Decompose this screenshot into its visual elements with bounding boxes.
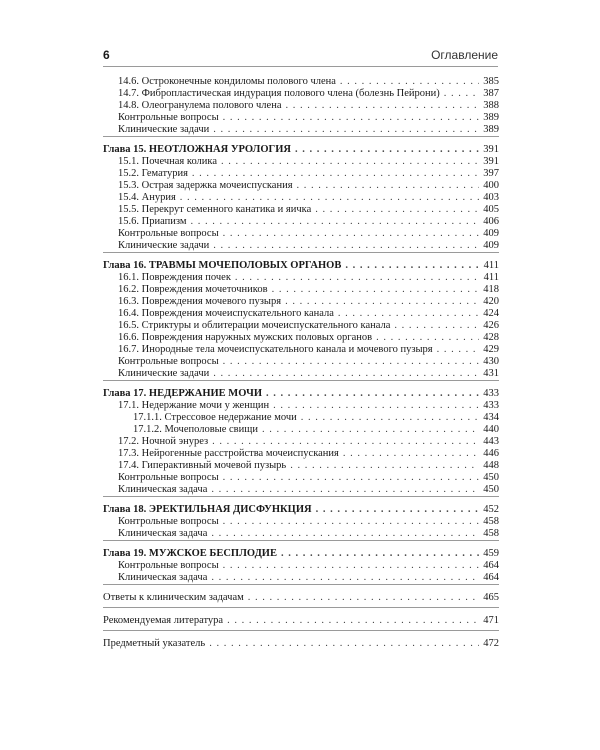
toc-page-number: 450 <box>483 484 499 495</box>
toc-page-number: 391 <box>483 144 499 155</box>
toc-entry <box>103 272 499 284</box>
toc-page-number: 450 <box>483 472 499 483</box>
toc-entry <box>103 638 499 650</box>
toc-entry <box>103 240 499 252</box>
toc-entry-title: Глава 17. НЕДЕРЖАНИЕ МОЧИ <box>103 388 262 399</box>
toc-entry-title: 15.5. Перекрут семенного канатика и яичка <box>118 204 312 215</box>
toc-page-number: 409 <box>483 240 499 251</box>
toc-entry <box>103 484 499 496</box>
toc-entry <box>103 615 499 627</box>
toc-page-number: 403 <box>483 192 499 203</box>
toc-entry <box>103 412 499 424</box>
toc-chapter-entry <box>103 388 499 400</box>
dot-leader <box>295 144 479 156</box>
toc-entry-title: Глава 19. МУЖСКОЕ БЕСПЛОДИЕ <box>103 548 277 559</box>
toc-page-number: 443 <box>483 436 499 447</box>
toc-page-number: 409 <box>483 228 499 239</box>
toc-entry <box>103 156 499 168</box>
toc-entry <box>103 436 499 448</box>
toc-entry-title: Контрольные вопросы <box>118 472 219 483</box>
toc-page-number: 440 <box>483 424 499 435</box>
dot-leader <box>290 460 479 472</box>
toc-section <box>103 504 499 541</box>
toc-entry-title: Клиническая задача <box>118 528 208 539</box>
toc-entry-title: 17.1. Недержание мочи у женщин <box>118 400 270 411</box>
table-of-contents <box>103 76 499 660</box>
toc-entry <box>103 592 499 604</box>
toc-section <box>103 144 499 253</box>
toc-page-number: 464 <box>483 560 499 571</box>
dot-leader <box>345 260 479 272</box>
dot-leader <box>223 516 480 528</box>
dot-leader <box>301 412 480 424</box>
dot-leader <box>190 216 479 228</box>
toc-page-number: 448 <box>483 460 499 471</box>
toc-entry <box>103 368 499 380</box>
dot-leader <box>285 296 479 308</box>
toc-entry-title: 15.2. Гематурия <box>118 168 188 179</box>
toc-entry <box>103 472 499 484</box>
dot-leader <box>437 344 480 356</box>
dot-leader <box>262 424 479 436</box>
toc-entry-title: 15.6. Приапизм <box>118 216 187 227</box>
toc-entry-title: 16.3. Повреждения мочевого пузыря <box>118 296 282 307</box>
toc-entry <box>103 112 499 124</box>
toc-page-number: 411 <box>483 272 499 283</box>
toc-page-number: 458 <box>483 528 499 539</box>
dot-leader <box>315 204 479 216</box>
toc-chapter-entry <box>103 144 499 156</box>
toc-section <box>103 76 499 137</box>
toc-page-number: 472 <box>483 638 499 649</box>
dot-leader <box>209 638 479 650</box>
dot-leader <box>227 615 479 627</box>
toc-page-number: 397 <box>483 168 499 179</box>
dot-leader <box>235 272 480 284</box>
toc-entry-title: Клинические задачи <box>118 124 210 135</box>
toc-entry <box>103 168 499 180</box>
toc-entry-title: Контрольные вопросы <box>118 356 219 367</box>
toc-entry-title: Контрольные вопросы <box>118 560 219 571</box>
dot-leader <box>211 572 479 584</box>
toc-entry-title: Клиническая задача <box>118 484 208 495</box>
toc-page-number: 389 <box>483 112 499 123</box>
toc-page-number: 400 <box>483 180 499 191</box>
toc-entry-title: 16.6. Повреждения наружных мужских половых органов <box>118 332 373 343</box>
toc-entry-title: 16.2. Повреждения мочеточников <box>118 284 268 295</box>
toc-entry <box>103 308 499 320</box>
toc-entry <box>103 424 499 436</box>
toc-section <box>103 638 499 653</box>
toc-page-number: 385 <box>483 76 499 87</box>
toc-entry-title: 15.3. Острая задержка мочеиспускания <box>118 180 293 191</box>
toc-section <box>103 388 499 497</box>
dot-leader <box>223 472 480 484</box>
toc-chapter-entry <box>103 260 499 272</box>
toc-entry <box>103 516 499 528</box>
dot-leader <box>273 400 479 412</box>
toc-entry-title: Глава 16. ТРАВМЫ МОЧЕПОЛОВЫХ ОРГАНОВ <box>103 260 342 271</box>
dot-leader <box>248 592 479 604</box>
dot-leader <box>211 528 479 540</box>
toc-entry <box>103 528 499 540</box>
toc-entry-title: 14.7. Фибропластическая индурация полового члена (болезнь Пейрони) <box>118 88 440 99</box>
toc-page-number: 431 <box>483 368 499 379</box>
toc-chapter-entry <box>103 548 499 560</box>
toc-page-number: 433 <box>483 388 499 399</box>
toc-entry <box>103 320 499 332</box>
dot-leader <box>223 560 480 572</box>
toc-page-number: 459 <box>483 548 499 559</box>
toc-entry <box>103 448 499 460</box>
dot-leader <box>192 168 479 180</box>
toc-entry <box>103 76 499 88</box>
toc-page-number: 434 <box>483 412 499 423</box>
toc-entry <box>103 572 499 584</box>
toc-entry <box>103 180 499 192</box>
dot-leader <box>223 112 480 124</box>
toc-entry-title: 16.1. Повреждения почек <box>118 272 231 283</box>
dot-leader <box>285 100 479 112</box>
toc-entry <box>103 100 499 112</box>
toc-page-number: 471 <box>483 615 499 626</box>
toc-entry-title: 17.1.1. Стрессовое недержание мочи <box>133 412 297 423</box>
dot-leader <box>180 192 479 204</box>
toc-section <box>103 260 499 381</box>
toc-entry-title: Рекомендуемая литература <box>103 615 224 626</box>
toc-page-number: 418 <box>483 284 499 295</box>
toc-page-number: 464 <box>483 572 499 583</box>
toc-page-number: 452 <box>483 504 499 515</box>
toc-entry-title: 17.1.2. Мочеполовые свищи <box>133 424 258 435</box>
dot-leader <box>213 368 479 380</box>
dot-leader <box>340 76 479 88</box>
dot-leader <box>297 180 480 192</box>
toc-entry <box>103 460 499 472</box>
dot-leader <box>221 156 479 168</box>
toc-entry <box>103 88 499 100</box>
toc-entry <box>103 228 499 240</box>
toc-entry-title: 17.2. Ночной энурез <box>118 436 209 447</box>
toc-entry-title: 17.3. Нейрогенные расстройства мочеиспускания <box>118 448 339 459</box>
toc-chapter-entry <box>103 504 499 516</box>
toc-entry <box>103 356 499 368</box>
toc-page-number: 446 <box>483 448 499 459</box>
toc-page-number: 429 <box>483 344 499 355</box>
dot-leader <box>223 228 480 240</box>
toc-entry <box>103 216 499 228</box>
toc-page-number: 465 <box>483 592 499 603</box>
toc-entry <box>103 192 499 204</box>
dot-leader <box>266 388 479 400</box>
toc-entry <box>103 296 499 308</box>
running-title: Оглавление <box>431 48 498 62</box>
toc-entry-title: 16.4. Повреждения мочеиспускательного канала <box>118 308 334 319</box>
toc-entry <box>103 560 499 572</box>
toc-entry <box>103 400 499 412</box>
toc-entry-title: Контрольные вопросы <box>118 112 219 123</box>
toc-entry-title: 15.1. Почечная колика <box>118 156 218 167</box>
dot-leader <box>281 548 479 560</box>
toc-entry-title: Клиническая задача <box>118 572 208 583</box>
dot-leader <box>338 308 479 320</box>
toc-entry-title: Контрольные вопросы <box>118 228 219 239</box>
toc-page-number: 424 <box>483 308 499 319</box>
toc-entry-title: Ответы к клиническим задачам <box>103 592 244 603</box>
dot-leader <box>211 484 479 496</box>
toc-entry-title: Глава 15. НЕОТЛОЖНАЯ УРОЛОГИЯ <box>103 144 291 155</box>
toc-entry-title: Контрольные вопросы <box>118 516 219 527</box>
toc-entry-title: 16.5. Стриктуры и облитерации мочеиспускательного канала <box>118 320 391 331</box>
toc-entry <box>103 344 499 356</box>
toc-section <box>103 592 499 608</box>
dot-leader <box>223 356 480 368</box>
toc-page-number: 428 <box>483 332 499 343</box>
toc-page-number: 388 <box>483 100 499 111</box>
toc-entry-title: Предметный указатель <box>103 638 206 649</box>
toc-entry-title: 15.4. Анурия <box>118 192 176 203</box>
toc-entry-title: 17.4. Гиперактивный мочевой пузырь <box>118 460 287 471</box>
dot-leader <box>272 284 480 296</box>
toc-page-number: 406 <box>483 216 499 227</box>
toc-page-number: 405 <box>483 204 499 215</box>
dot-leader <box>343 448 479 460</box>
toc-entry-title: 16.7. Инородные тела мочеиспускательного канала и мочевого пузыря <box>118 344 433 355</box>
toc-page-number: 387 <box>483 88 499 99</box>
toc-page-number: 420 <box>483 296 499 307</box>
dot-leader <box>444 88 480 100</box>
toc-entry <box>103 332 499 344</box>
toc-page-number: 430 <box>483 356 499 367</box>
toc-section <box>103 615 499 631</box>
toc-entry-title: Клинические задачи <box>118 368 210 379</box>
toc-page-number: 389 <box>483 124 499 135</box>
dot-leader <box>213 124 479 136</box>
dot-leader <box>394 320 479 332</box>
toc-entry <box>103 124 499 136</box>
dot-leader <box>213 240 479 252</box>
toc-page-number: 426 <box>483 320 499 331</box>
dot-leader <box>316 504 480 516</box>
toc-page-number: 433 <box>483 400 499 411</box>
page-number: 6 <box>103 48 110 62</box>
toc-entry-title: 14.6. Остроконечные кондиломы полового члена <box>118 76 336 87</box>
toc-entry <box>103 204 499 216</box>
toc-page-number: 458 <box>483 516 499 527</box>
toc-page-number: 391 <box>483 156 499 167</box>
dot-leader <box>212 436 479 448</box>
toc-page-number: 411 <box>483 260 499 271</box>
page-header <box>103 48 498 67</box>
toc-section <box>103 548 499 585</box>
toc-entry-title: Клинические задачи <box>118 240 210 251</box>
toc-entry-title: 14.8. Олеогранулема полового члена <box>118 100 282 111</box>
dot-leader <box>376 332 479 344</box>
toc-entry <box>103 284 499 296</box>
toc-entry-title: Глава 18. ЭРЕКТИЛЬНАЯ ДИСФУНКЦИЯ <box>103 504 312 515</box>
